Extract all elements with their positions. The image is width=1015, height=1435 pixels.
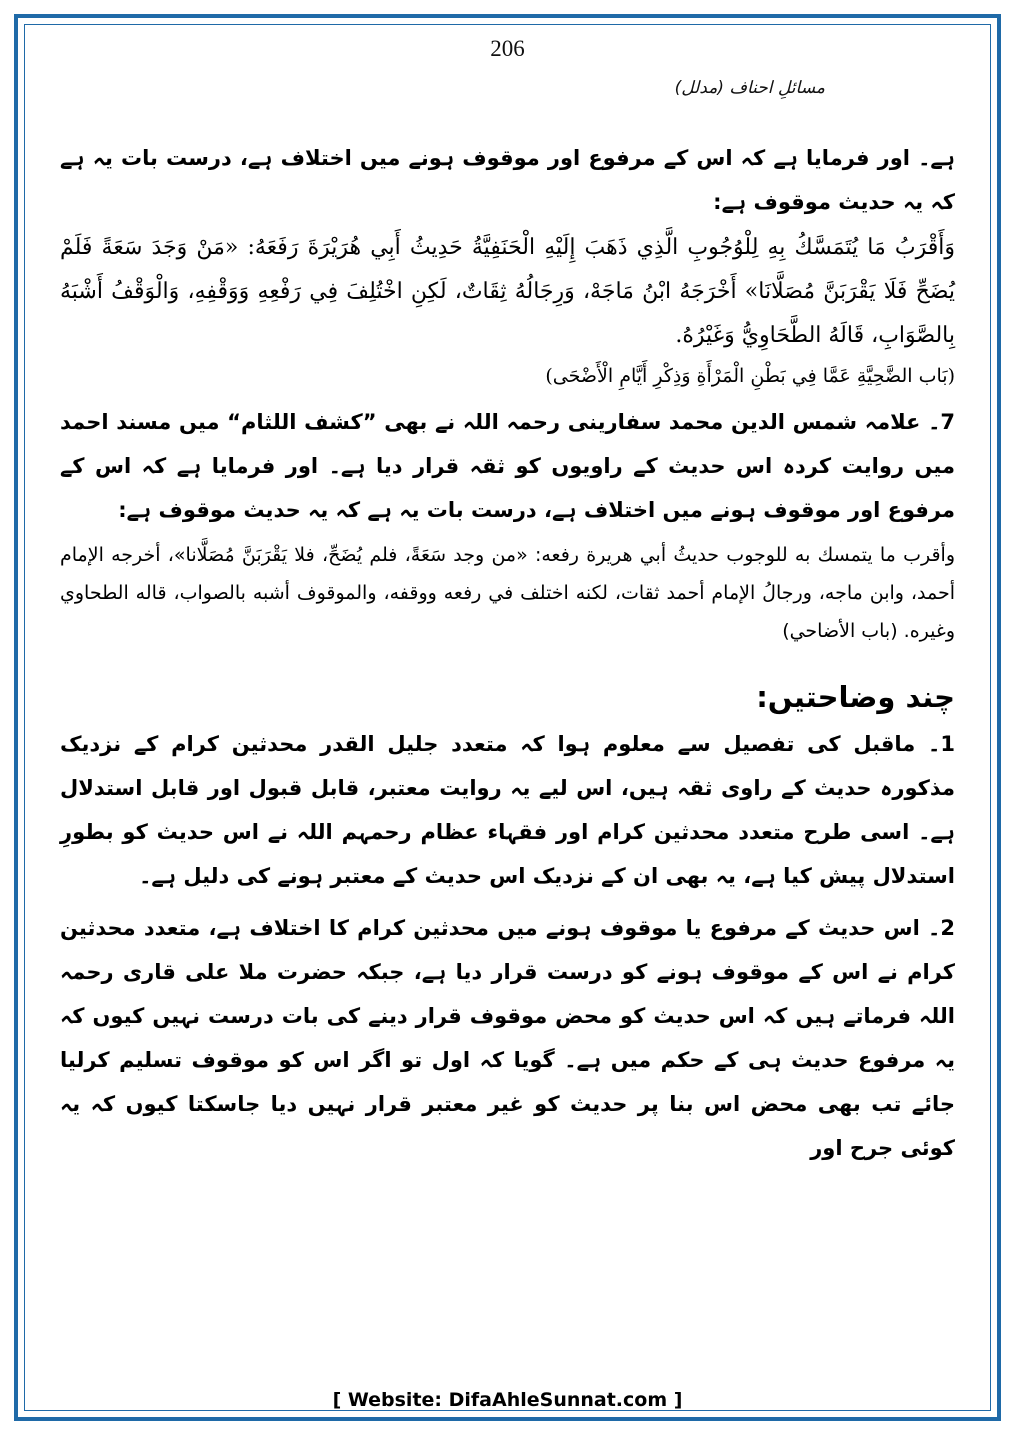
- arabic-quote-1-reference: (بَاب الضَّحِيَّةِ عَمَّا فِي بَطْنِ الْمَرْأَةِ وَذِكْرِ أَيَّامِ الْأَضْحَى): [545, 365, 955, 387]
- website-footer: [ Website: DifaAhleSunnat.com ]: [332, 1389, 683, 1411]
- book-title: مسائلِ احناف (مدلل): [674, 78, 825, 98]
- section-heading: چند وضاحتیں:: [756, 680, 955, 714]
- paragraph-1: ہے۔ اور فرمایا ہے کہ اس کے مرفوع اور موقوف ہونے میں اختلاف ہے، درست بات یہ ہے کہ یہ حدیث موقوف ہے:: [60, 146, 955, 214]
- arabic-quote-1: وَأَقْرَبُ مَا يُتَمَسَّكُ بِهِ لِلْوُجُوبِ الَّذِي ذَهَبَ إِلَيْهِ الْحَنَفِيَّةُ حَدِيثُ أَبِي هُرَيْرَةَ رَفَعَهُ: «مَنْ وَجَدَ سَعَةً فَلَمْ يُضَحِّ فَلَا يَقْرَبَنَّ مُصَلَّانَا» أَخْرَجَهُ ابْنُ مَاجَهْ، وَرِجَالُهُ ثِقَاتٌ، لَكِنِ اخْتُلِفَ فِي رَفْعِهِ وَوَقْفِهِ، وَالْوَقْفُ أَشْبَهُ بِالصَّوَابِ، قَالَهُ الطَّحَاوِيُّ وَغَيْرُهُ.: [60, 235, 955, 348]
- page-number: 206: [490, 36, 525, 61]
- paragraph-4: 2۔ اس حدیث کے مرفوع یا موقوف ہونے میں محدثین کرام کا اختلاف ہے، متعدد محدثین کرام نے اس کے موقوف ہونے کو درست قرار دیا ہے، جبکہ حضرت ملا علی قاری رحمہ اللہ فرماتے ہیں کہ اس حدیث کو محض موقوف قرار دینے کی بات درست نہیں کیوں کہ یہ مرفوع حدیث ہی کے حکم میں ہے۔ گویا کہ اول تو اگر اس کو موقوف تسلیم کرلیا جائے تب بھی محض اس بنا پر حدیث کو غیر معتبر قرار نہیں دیا جاسکتا کیوں کہ یہ کوئی جرح اور: [60, 916, 955, 1160]
- paragraph-3: 1۔ ماقبل کی تفصیل سے معلوم ہوا کہ متعدد جلیل القدر محدثین کرام کے نزدیک مذکورہ حدیث کے راوی ثقہ ہیں، اس لیے یہ روایت معتبر، قابل قبول اور قابل استدلال ہے۔ اسی طرح متعدد محدثین کرام اور فقہاء عظام رحمہم اللہ نے اس حدیث کو بطورِ استدلال پیش کیا ہے، یہ بھی ان کے نزدیک اس حدیث کے معتبر ہونے کی دلیل ہے۔: [60, 732, 955, 888]
- page-content: [60, 136, 955, 1170]
- arabic-quote-2: وأقرب ما يتمسك به للوجوب حديثُ أبي هريرة رفعه: «من وجد سَعَةً، فلم يُضَحِّ، فلا يَقْرَبَنَّ مُصَلَّانا»، أخرجه الإمام أحمد، وابن ماجه، ورجالُ الإمام أحمد ثقات، لكنه اختلف في رفعه ووقفه، والموقوف أشبه بالصواب، قاله الطحاوي وغيره. (باب الأضاحي): [60, 544, 955, 642]
- paragraph-2: 7۔ علامہ شمس الدین محمد سفارینی رحمہ اللہ نے بھی ”کشف اللثام“ میں مسند احمد میں روایت کردہ اس حدیث کے راویوں کو ثقہ قرار دیا ہے۔ اور فرمایا ہے کہ اس کے مرفوع اور موقوف ہونے میں اختلاف ہے، درست بات یہ ہے کہ یہ حدیث موقوف ہے:: [60, 410, 955, 522]
